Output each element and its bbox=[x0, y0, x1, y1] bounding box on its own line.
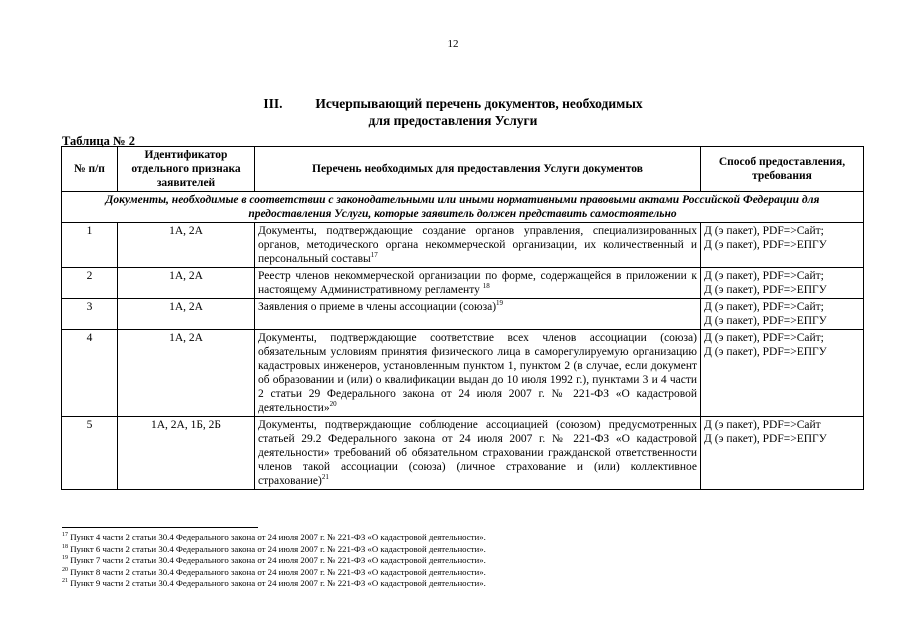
row-number: 5 bbox=[62, 417, 118, 490]
method-epgu: Д (э пакет), PDF=>ЕПГУ bbox=[704, 239, 827, 251]
row-number: 1 bbox=[62, 223, 118, 268]
row-document bbox=[255, 330, 701, 417]
footnote-ref: 21 bbox=[321, 473, 329, 482]
row-document bbox=[255, 299, 701, 330]
footnote bbox=[62, 544, 486, 556]
method-epgu: Д (э пакет), PDF=>ЕПГУ bbox=[704, 284, 827, 296]
method-site: Д (э пакет), PDF=>Сайт bbox=[704, 419, 821, 431]
row-method bbox=[701, 330, 864, 417]
method-site: Д (э пакет), PDF=>Сайт; bbox=[704, 270, 824, 282]
group-header-row bbox=[62, 192, 864, 223]
table-row bbox=[62, 330, 864, 417]
method-site: Д (э пакет), PDF=>Сайт; bbox=[704, 225, 824, 237]
footnote-number: 21 bbox=[62, 578, 68, 585]
header-method: Способ предоставления, требования bbox=[701, 147, 864, 192]
row-identifiers: 1А, 2А bbox=[118, 268, 255, 299]
row-document bbox=[255, 268, 701, 299]
footnote-number: 17 bbox=[62, 532, 68, 539]
row-identifiers: 1А, 2А, 1Б, 2Б bbox=[118, 417, 255, 490]
footnote-text: Пункт 9 части 2 статьи 30.4 Федерального закона от 24 июля 2007 г. № 221-ФЗ «О кадастровой деятельности». bbox=[68, 578, 486, 589]
header-number: № п/п bbox=[62, 147, 118, 192]
row-method bbox=[701, 223, 864, 268]
footnote-text: Пункт 8 части 2 статьи 30.4 Федерального закона от 24 июля 2007 г. № 221-ФЗ «О кадастровой деятельности». bbox=[68, 566, 486, 577]
footnote bbox=[62, 532, 486, 544]
footnote-ref: 18 bbox=[482, 282, 490, 291]
table-row bbox=[62, 299, 864, 330]
row-document-text: Документы, подтверждающие создание органов управления, специализированных органов, методического органа некоммерческой организации, их количественный и персональный составы bbox=[258, 225, 697, 265]
row-method bbox=[701, 417, 864, 490]
table-header-row bbox=[62, 147, 864, 192]
section-title-text1: Исчерпывающий перечень документов, необходимых bbox=[315, 96, 643, 111]
header-identifier: Идентификатор отдельного признака заявителей bbox=[118, 147, 255, 192]
table-caption: Таблица № 2 bbox=[62, 134, 135, 148]
row-identifiers: 1А, 2А bbox=[118, 223, 255, 268]
row-method bbox=[701, 268, 864, 299]
footnote-ref: 19 bbox=[496, 299, 504, 308]
row-method bbox=[701, 299, 864, 330]
page-number: 12 bbox=[447, 38, 459, 50]
row-document bbox=[255, 417, 701, 490]
row-document-text: Документы, подтверждающие соблюдение ассоциацией (союзом) предусмотренных статьей 29.2 Федерального закона от 24 июля 2007 г. № 221-ФЗ «О кадастровой деятельности» требований об обязательном страховании гражданской ответственности членов такой ассоциации (союза) (личное страхование и (или) коллективное страхование) bbox=[258, 419, 697, 487]
method-site: Д (э пакет), PDF=>Сайт; bbox=[704, 301, 824, 313]
footnote bbox=[62, 578, 486, 590]
section-title-line1 bbox=[0, 95, 906, 112]
method-site: Д (э пакет), PDF=>Сайт; bbox=[704, 332, 824, 344]
row-identifiers: 1А, 2А bbox=[118, 330, 255, 417]
footnote-number: 18 bbox=[62, 543, 68, 550]
row-document bbox=[255, 223, 701, 268]
row-number: 4 bbox=[62, 330, 118, 417]
footnote-number: 19 bbox=[62, 555, 68, 562]
row-document-text: Заявления о приеме в члены ассоциации (союза) bbox=[258, 301, 497, 313]
footnote bbox=[62, 555, 486, 567]
footnote-text: Пункт 7 части 2 статьи 30.4 Федерального закона от 24 июля 2007 г. № 221-ФЗ «О кадастровой деятельности». bbox=[68, 555, 486, 566]
footnote-text: Пункт 4 части 2 статьи 30.4 Федерального закона от 24 июля 2007 г. № 221-ФЗ «О кадастровой деятельности». bbox=[68, 532, 486, 542]
footnote-ref: 17 bbox=[370, 251, 378, 260]
footnote bbox=[62, 567, 486, 579]
footnote-text: Пункт 6 части 2 статьи 30.4 Федерального закона от 24 июля 2007 г. № 221-ФЗ «О кадастровой деятельности». bbox=[68, 543, 486, 554]
section-title-line2: для предоставления Услуги bbox=[368, 113, 538, 128]
footnote-number: 20 bbox=[62, 566, 68, 573]
row-identifiers: 1А, 2А bbox=[118, 299, 255, 330]
row-number: 3 bbox=[62, 299, 118, 330]
table-row bbox=[62, 417, 864, 490]
section-title bbox=[0, 95, 906, 129]
section-number: III. bbox=[263, 96, 283, 111]
table-row bbox=[62, 268, 864, 299]
table-row bbox=[62, 223, 864, 268]
row-document-text: Документы, подтверждающие соответствие всех членов ассоциации (союза) обязательным условиям принятия физического лица в саморегулируемую организацию кадастровых инженеров, установленным пунктом 1, пунктом 2 (в случае, если документ об образовании и (или) о квалификации выдан до 10 июля 1992 г.), пунктами 3 и 4 части 2 статьи 29 Федерального закона от 24 июля 2007 г. № 221-ФЗ «О кадастровой деятельности» bbox=[258, 332, 697, 414]
method-epgu: Д (э пакет), PDF=>ЕПГУ bbox=[704, 433, 827, 445]
group-header: Документы, необходимые в соответствии с законодательными или иными нормативными правовыми актами Российской Федерации для предоставления Услуги, которые заявитель должен представить самостоятельно bbox=[62, 192, 864, 223]
method-epgu: Д (э пакет), PDF=>ЕПГУ bbox=[704, 346, 827, 358]
header-documents: Перечень необходимых для предоставления Услуги документов bbox=[255, 147, 701, 192]
row-document-text: Реестр членов некоммерческой организации по форме, содержащейся в приложении к настоящему Административному регламенту bbox=[258, 270, 697, 296]
row-number: 2 bbox=[62, 268, 118, 299]
footnote-ref: 20 bbox=[329, 400, 337, 409]
footnote-separator bbox=[62, 527, 258, 528]
documents-table bbox=[61, 146, 864, 490]
footnotes bbox=[62, 532, 486, 590]
method-epgu: Д (э пакет), PDF=>ЕПГУ bbox=[704, 315, 827, 327]
